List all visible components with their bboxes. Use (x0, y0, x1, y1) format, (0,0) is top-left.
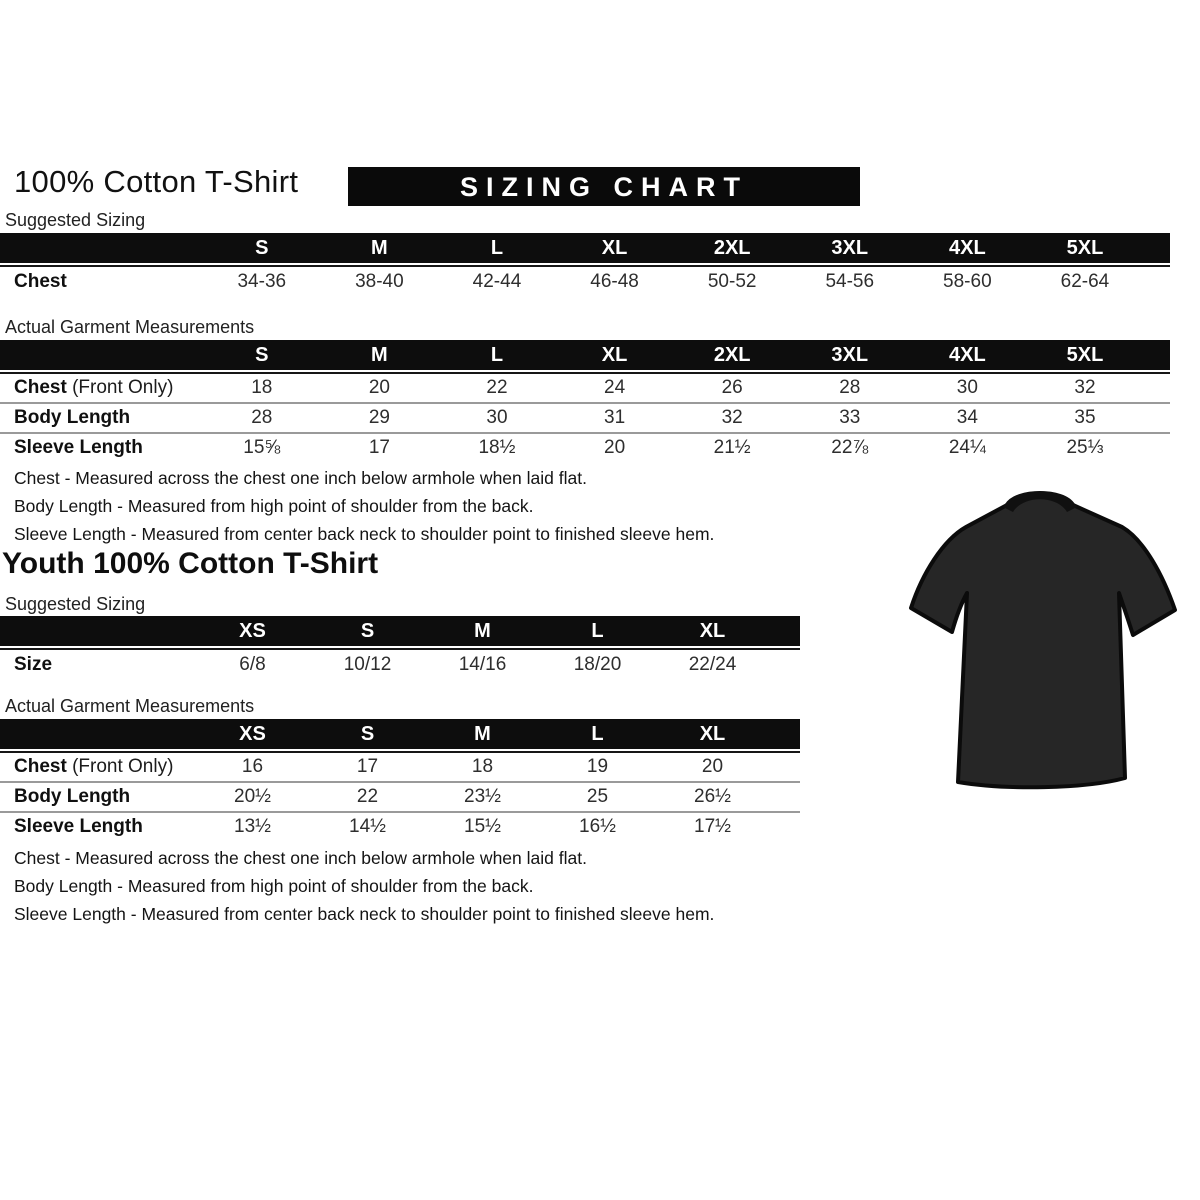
column-header: L (490, 344, 504, 366)
column-header: XL (699, 620, 726, 642)
size-value-cell: 28 (839, 377, 861, 398)
size-value-cell: 14½ (349, 816, 386, 837)
size-value-cell: 20½ (234, 786, 271, 807)
column-header: 3XL (831, 237, 869, 259)
table-header-row (0, 340, 1170, 370)
size-value-cell: 26½ (694, 786, 731, 807)
table-row (0, 267, 1170, 297)
size-value-cell: 38-40 (355, 271, 404, 292)
size-value-cell: 18 (471, 756, 494, 777)
row-label-text: Body Length (14, 407, 131, 428)
youth-actual-section-label: Actual Garment Measurements (5, 696, 255, 716)
adult-actual-section-label: Actual Garment Measurements (5, 317, 255, 337)
size-value-cell: 16½ (579, 816, 616, 837)
size-value-cell: 32 (1074, 377, 1096, 398)
row-label-suffix: (Front Only) (66, 377, 174, 398)
table-row (0, 813, 800, 841)
size-value-cell: 31 (604, 407, 626, 428)
column-header: S (360, 723, 375, 745)
note-line: Chest - Measured across the chest one inch below armhole when laid flat. (14, 848, 587, 868)
youth-actual-table (0, 719, 800, 841)
size-value-cell: 50-52 (707, 271, 757, 292)
note-line: Sleeve Length - Measured from center back neck to shoulder point to finished sleeve hem. (14, 524, 715, 544)
size-value-cell: 16 (241, 756, 264, 777)
row-label-text: Size (14, 654, 53, 675)
column-header: XL (699, 723, 726, 745)
table-row (0, 374, 1170, 402)
row-label (0, 783, 195, 811)
table-header-row (0, 616, 800, 646)
table-row (0, 434, 1170, 462)
size-value-cell: 20 (701, 756, 724, 777)
column-header: M (371, 237, 388, 259)
size-value-cell: 54-56 (825, 271, 875, 292)
note-line: Chest - Measured across the chest one inch below armhole when laid flat. (14, 468, 587, 488)
row-label-text: Sleeve Length (14, 816, 143, 837)
table-row (0, 404, 1170, 432)
size-value-cell: 21½ (713, 437, 751, 458)
column-header: 4XL (949, 237, 986, 259)
size-value-cell: 25 (586, 786, 609, 807)
row-label (0, 268, 203, 296)
row-label (0, 434, 203, 462)
size-value-cell: 32 (721, 407, 743, 428)
adult-suggested-table (0, 233, 1170, 297)
size-value-cell: 22/24 (688, 654, 737, 675)
row-label-text: Chest (14, 756, 67, 777)
table-header-row (0, 719, 800, 749)
size-value-cell: 30 (956, 377, 978, 398)
size-value-cell: 22⅞ (831, 437, 869, 458)
size-value-cell: 28 (251, 407, 273, 428)
size-value-cell: 10/12 (343, 654, 392, 675)
row-label (0, 753, 195, 781)
table-row (0, 753, 800, 781)
column-header: L (591, 620, 604, 642)
size-value-cell: 23½ (464, 786, 501, 807)
column-header: 2XL (713, 344, 751, 366)
size-value-cell: 46-48 (590, 271, 639, 292)
adult-suggested-section-label: Suggested Sizing (5, 210, 146, 230)
size-value-cell: 42-44 (472, 271, 522, 292)
column-header: M (474, 723, 491, 745)
tshirt-body-shape (911, 493, 1175, 787)
column-header: 4XL (949, 344, 986, 366)
youth-title: Youth 100% Cotton T-Shirt (2, 547, 379, 580)
column-header: S (255, 237, 269, 259)
size-value-cell: 18½ (478, 437, 516, 458)
table-row (0, 650, 800, 680)
size-value-cell: 29 (368, 407, 390, 428)
column-header: 2XL (713, 237, 751, 259)
youth-suggested-table (0, 616, 800, 680)
column-header: M (474, 620, 491, 642)
size-value-cell: 24 (604, 377, 626, 398)
size-value-cell: 35 (1074, 407, 1096, 428)
size-value-cell: 6/8 (239, 654, 266, 675)
size-value-cell: 20 (604, 437, 626, 458)
size-value-cell: 62-64 (1060, 271, 1110, 292)
column-header: XS (239, 723, 266, 745)
size-value-cell: 19 (586, 756, 609, 777)
row-label (0, 404, 203, 432)
size-value-cell: 22 (356, 786, 379, 807)
note-line: Body Length - Measured from high point of shoulder from the back. (14, 496, 534, 516)
table-header-row (0, 233, 1170, 263)
column-header: L (591, 723, 604, 745)
column-header: L (490, 237, 504, 259)
row-label (0, 374, 203, 402)
youth-suggested-section-label: Suggested Sizing (5, 594, 146, 614)
size-value-cell: 25⅓ (1066, 437, 1104, 458)
page-title: 100% Cotton T-Shirt (14, 164, 299, 199)
column-header: XS (239, 620, 266, 642)
table-row (0, 783, 800, 811)
size-value-cell: 33 (839, 407, 861, 428)
row-label (0, 651, 195, 679)
column-header: XL (601, 344, 628, 366)
column-header: M (371, 344, 388, 366)
adult-actual-table (0, 340, 1170, 462)
column-header: S (360, 620, 375, 642)
column-header: 5XL (1066, 237, 1104, 259)
row-label-suffix: (Front Only) (66, 756, 174, 777)
size-value-cell: 30 (486, 407, 508, 428)
note-line: Sleeve Length - Measured from center back neck to shoulder point to finished sleeve hem. (14, 904, 715, 924)
size-value-cell: 15⅝ (243, 437, 281, 458)
row-label-text: Sleeve Length (14, 437, 143, 458)
size-value-cell: 14/16 (458, 654, 507, 675)
size-value-cell: 15½ (464, 816, 501, 837)
size-value-cell: 20 (368, 377, 390, 398)
size-value-cell: 17 (356, 756, 379, 777)
size-value-cell: 34 (956, 407, 978, 428)
column-header: 5XL (1066, 344, 1104, 366)
size-value-cell: 17 (368, 437, 390, 458)
size-value-cell: 58-60 (943, 271, 992, 292)
column-header: 3XL (831, 344, 869, 366)
size-value-cell: 13½ (234, 816, 271, 837)
note-line: Body Length - Measured from high point of shoulder from the back. (14, 876, 534, 896)
size-value-cell: 24¼ (948, 437, 986, 458)
row-label-text: Chest (14, 271, 67, 292)
size-value-cell: 18/20 (573, 654, 622, 675)
sizing-chart-banner: SIZING CHART (348, 167, 860, 206)
tshirt-image (890, 480, 1200, 805)
row-label-text: Chest (14, 377, 67, 398)
size-value-cell: 34-36 (237, 271, 287, 292)
size-value-cell: 18 (251, 377, 273, 398)
column-header: XL (601, 237, 628, 259)
row-label-text: Body Length (14, 786, 131, 807)
row-label (0, 813, 195, 841)
size-value-cell: 22 (486, 377, 508, 398)
size-value-cell: 17½ (694, 816, 731, 837)
size-value-cell: 26 (721, 377, 743, 398)
column-header: S (255, 344, 269, 366)
